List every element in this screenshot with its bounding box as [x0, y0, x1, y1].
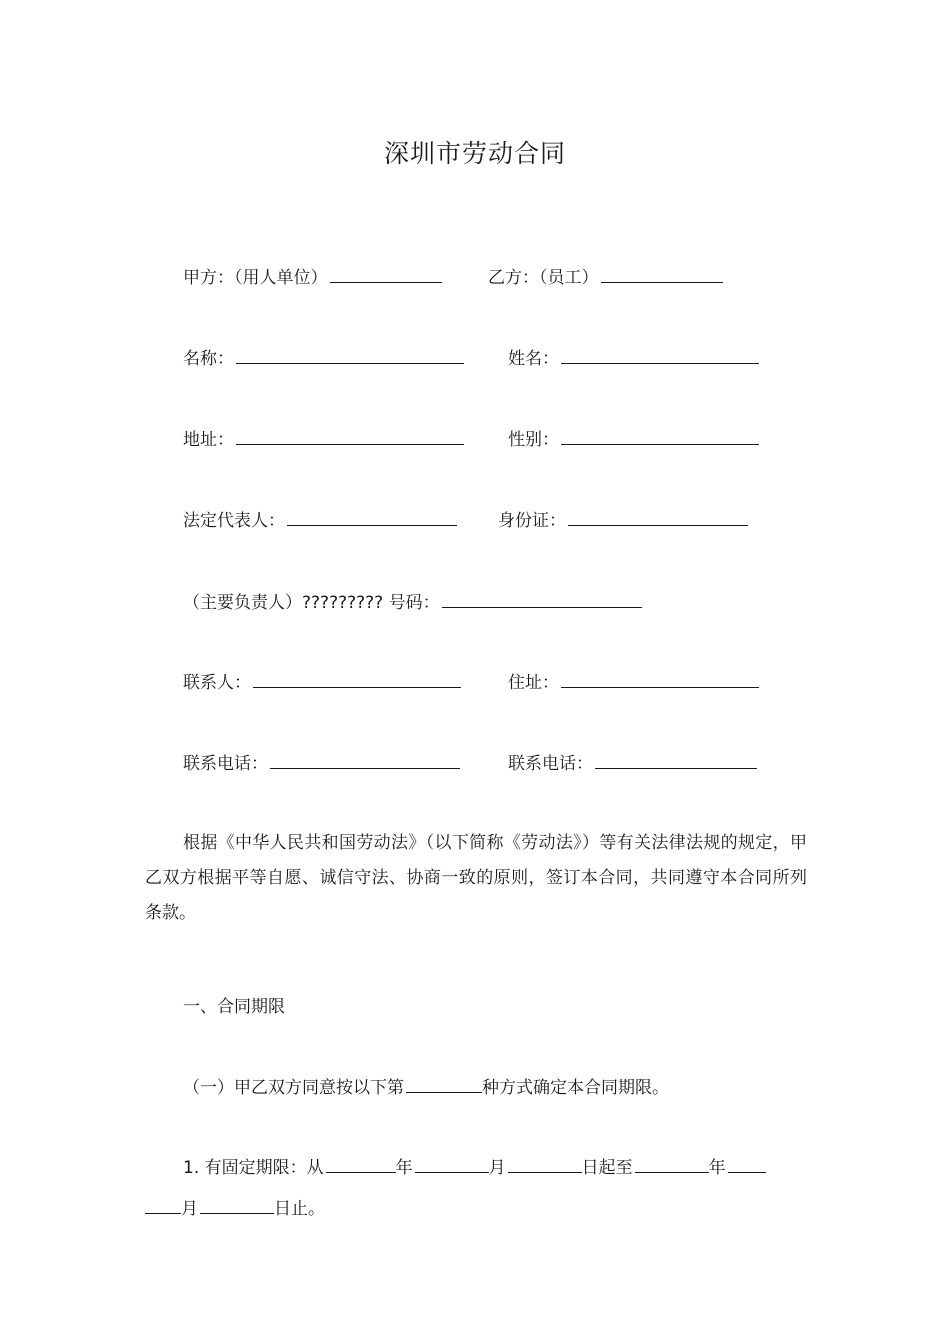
legal-rep-label: 法定代表人： — [183, 511, 285, 531]
month-label: 月 — [488, 1158, 506, 1178]
start-day-label: 日起至 — [581, 1158, 633, 1178]
fixed-term-text: 1. 有固定期限：从 — [183, 1158, 324, 1178]
contact-person-label: 联系人： — [183, 673, 251, 693]
name-blank[interactable] — [236, 345, 464, 364]
party-a-phone-blank[interactable] — [270, 750, 460, 769]
gender-label: 性别： — [508, 430, 559, 450]
start-day-blank[interactable] — [508, 1154, 582, 1173]
id-number-blank[interactable] — [442, 589, 642, 608]
party-a-phone-label: 联系电话： — [183, 754, 268, 774]
end-year-blank[interactable] — [635, 1154, 709, 1173]
section-heading: 一、合同期限 — [183, 997, 285, 1017]
party-b-phone-blank[interactable] — [595, 750, 757, 769]
gender-blank[interactable] — [561, 426, 759, 445]
address-blank[interactable] — [236, 426, 464, 445]
fixed-term-item — [183, 1154, 766, 1181]
person-name-label: 姓名： — [508, 349, 559, 369]
contract-mode-blank[interactable] — [406, 1074, 482, 1093]
party-a-blank[interactable] — [330, 264, 442, 283]
person-name-blank[interactable] — [561, 345, 759, 364]
preamble-paragraph: 根据《中华人民共和国劳动法》（以下简称《劳动法》）等有关法律法规的规定，甲乙双方根据平等自愿、诚信守法、协商一致的原则，签订本合同，共同遵守本合同所列条款。 — [145, 833, 807, 923]
contact-person-blank[interactable] — [253, 669, 461, 688]
end-year-label: 年 — [708, 1158, 726, 1178]
party-b-phone-label: 联系电话： — [508, 754, 593, 774]
clause-one — [183, 1074, 669, 1101]
legal-rep-blank[interactable] — [287, 507, 457, 526]
name-label: 名称： — [183, 349, 234, 369]
clause-one-text-a: （一）甲乙双方同意按以下第 — [183, 1078, 404, 1098]
end-month-blank-part1[interactable] — [728, 1154, 766, 1173]
id-card-blank[interactable] — [568, 507, 748, 526]
party-a-label: 甲方：（用人单位） — [183, 268, 328, 288]
party-b-blank[interactable] — [601, 264, 723, 283]
year-label: 年 — [395, 1158, 413, 1178]
clause-one-text-b: 种方式确定本合同期限。 — [482, 1078, 669, 1098]
address-label: 地址： — [183, 430, 234, 450]
id-card-label: 身份证： — [498, 511, 566, 531]
end-day-blank[interactable] — [200, 1195, 274, 1214]
residence-label: 住址： — [508, 673, 559, 693]
start-year-blank[interactable] — [326, 1154, 396, 1173]
document-title: 深圳市劳动合同 — [383, 139, 566, 168]
id-number-label: 号码： — [388, 593, 440, 613]
party-b-label: 乙方：（员工） — [488, 268, 599, 288]
residence-blank[interactable] — [561, 669, 759, 688]
end-month-label: 月 — [181, 1199, 198, 1219]
end-day-label: 日止。 — [274, 1199, 325, 1219]
start-month-blank[interactable] — [415, 1154, 489, 1173]
fixed-term-item-continued — [145, 1195, 325, 1222]
end-month-blank-part2[interactable] — [145, 1195, 181, 1214]
principal-label: （主要负责人）????????? — [183, 593, 384, 613]
